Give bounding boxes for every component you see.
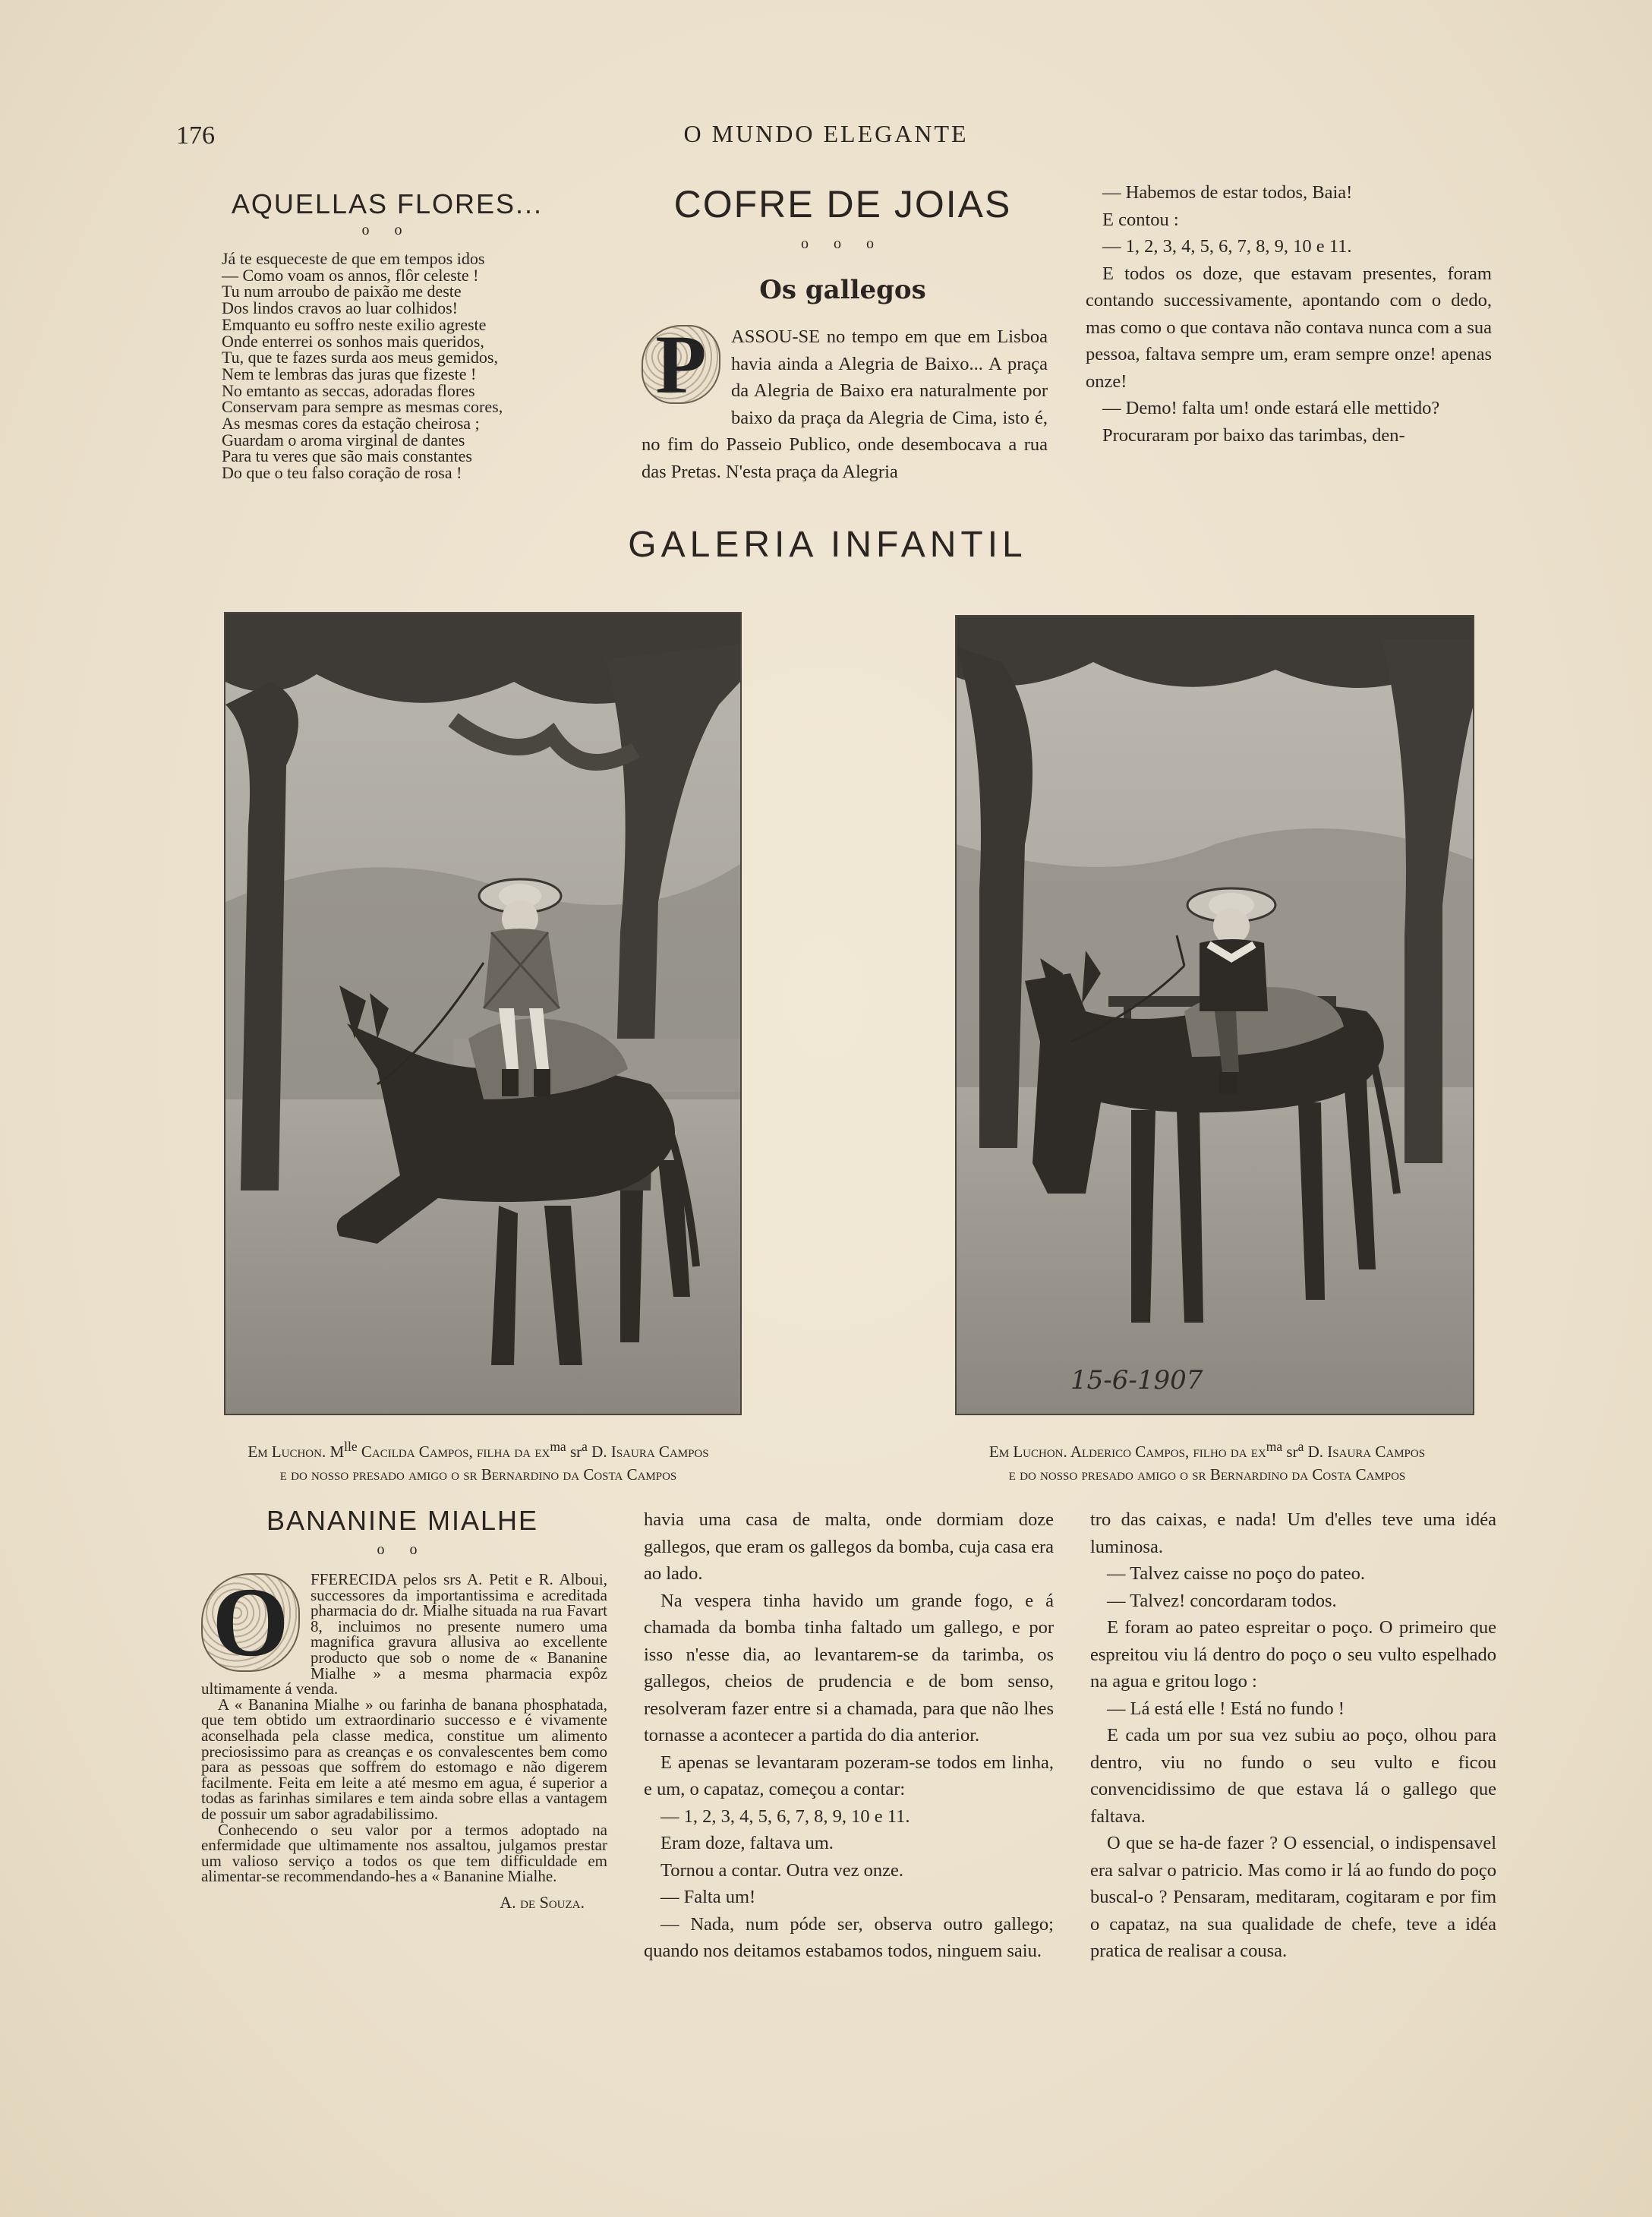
cofre-subtitle: Os gallegos — [759, 275, 926, 305]
poem-line: Já te esqueceste de que em tempos idos — [222, 249, 485, 268]
story-col2-paragraph: — Nada, num póde ser, observa outro gallego; quando nos deitamos estabamos todos, ninguem saiu. — [644, 1913, 1054, 1961]
photo-girl-svg — [225, 613, 740, 1414]
dropcap-o-letter: O — [212, 1568, 289, 1677]
bananine-p1: FFERECIDA pelos srs A. Petit e R. Alboui, successores da importantissima e acreditada pharmacia do dr. Mialhe situada na rua Favart 8, incluimos no presente numero uma magnifica gravura allusiva ao excellente producto que sob o nome de « Bananine Mialhe » a mesma pharmacia expôz ultimamente á venda. — [201, 1570, 607, 1698]
story-col2-paragraph: — 1, 2, 3, 4, 5, 6, 7, 8, 9, 10 e 11. — [660, 1805, 910, 1827]
caption-left-line1 — [152, 1435, 805, 1463]
cofre-col2-paragraph: — Demo! falta um! onde estará elle mettido? — [1102, 398, 1440, 418]
caption-right-part-c: D. Isaura Campos — [1304, 1443, 1426, 1461]
cofre-col2-paragraph: E contou : — [1102, 209, 1179, 230]
cofre-col2-paragraph: — 1, 2, 3, 4, 5, 6, 7, 8, 9, 10 e 11. — [1102, 236, 1352, 257]
bananine-p2: A « Bananina Mialhe » ou farinha de banana phosphatada, que tem obtido um extraordinario successo e é vivamente aconselhada pela classe medica, constitue um alimento preciosissimo para as creanças e os convalescentes bem como para as pessoas que soffrem do estomago e não digerem facilmente. Feita em leite a até mesmo em agua, é superior a todas as farinhas similares e tem ainda sobre ellas a vantagem de possuir um sabor agradabilissimo. — [201, 1695, 607, 1823]
photo-boy-on-donkey — [955, 615, 1474, 1415]
poem-body — [222, 251, 571, 481]
caption-right-sup-2: a — [1297, 1439, 1304, 1454]
bananine-ornament: o o — [377, 1541, 428, 1558]
story-col3-paragraph: tro das caixas, e nada! Um d'elles teve uma idéa luminosa. — [1090, 1509, 1496, 1557]
cofre-title: COFRE DE JOIAS — [673, 183, 1012, 225]
story-col2-paragraph: Na vespera tinha havido um grande fogo, e á chamada da bomba tinha faltado um gallego, e por isso n'esse dia, ao levantarem-se da tarimba, os gallegos, cheios de prudencia e de bom senso, resolveram fazer entre si a chamada, para que não lhes tornasse a acontecer a partida do dia anterior. — [644, 1590, 1054, 1746]
poem-line: — Como voam os annos, flôr celeste ! — [222, 265, 479, 285]
poem-title: AQUELLAS FLORES... — [231, 188, 544, 219]
story-col3-paragraph: E foram ao pateo espreitar o poço. O primeiro que espreitou viu lá dentro do poço o seu vulto espelhado na agua e gritou logo : — [1090, 1617, 1496, 1692]
cofre-col2-paragraph: — Habemos de estar todos, Baia! — [1102, 182, 1353, 203]
dropcap-p — [642, 318, 720, 411]
story-col3-paragraph: — Talvez caisse no poço do pateo. — [1107, 1563, 1366, 1584]
story-col3-paragraph: — Talvez! concordaram todos. — [1107, 1590, 1337, 1611]
dropcap-o — [201, 1568, 300, 1677]
cofre-col2 — [1086, 179, 1492, 449]
story-col3-paragraph: O que se ha-de fazer ? O essencial, o indispensavel era salvar o patricio. Mas como ir lá ao fundo do poço buscal-o ? Pensaram, meditaram, cogitaram e por fim o capataz, na sua qualidade de chefe, teve a idéa pratica de realisar a cousa. — [1090, 1833, 1496, 1961]
caption-left-part-a: Em Luchon. M — [247, 1443, 345, 1461]
cofre-col2-paragraph: Procuraram por baixo das tarimbas, den- — [1102, 424, 1405, 446]
cofre-ornament: o o o — [801, 235, 884, 252]
cofre-paragraph: ASSOU-SE no tempo em que em Lisboa havia ainda a Alegria de Baixo... A praça da Alegria de Baixo era naturalmente por baixo da praça da Alegria de Cima, isto é, no fim do Passeio Publico, onde desembocava a rua das Pretas. N'esta praça da Alegria — [642, 326, 1048, 482]
bananine-p3: Conhecendo o seu valor por a termos adoptado na enfermidade que ultimamente nos assaltou, julgamos prestar um valioso serviço a todos os que tem difficuldade em alimentar-se recommendando-hes a « Bananine Mialhe. — [201, 1820, 607, 1886]
story-col3-paragraph: E cada um por sua vez subiu ao poço, olhou para dentro, viu no fundo o seu vulto e ficou convencidissimo de que estava lá o gallego que faltava. — [1090, 1725, 1496, 1827]
caption-left-part-b: Cacilda Campos, filha da ex — [357, 1443, 550, 1461]
page-number: 176 — [176, 121, 215, 150]
poem-line: Tu num arroubo de paixão me deste — [222, 282, 462, 301]
caption-right-sup-1: ma — [1266, 1439, 1283, 1454]
story-col3 — [1090, 1506, 1496, 1965]
story-col2-paragraph: Tornou a contar. Outra vez onze. — [660, 1859, 904, 1881]
caption-right-line2: e do nosso presado amigo o sr Bernardino da Costa Campos — [1008, 1465, 1406, 1484]
bananine-signature: A. de Souza. — [500, 1892, 585, 1912]
bananine-title: BANANINE MIALHE — [266, 1505, 539, 1536]
poem-line: Emquanto eu soffro neste exilio agreste — [222, 314, 487, 334]
poem-line: Para tu veres que são mais constantes — [222, 446, 472, 466]
caption-left-sup-1: lle — [344, 1439, 358, 1454]
dropcap-letter: P — [655, 318, 707, 411]
poem-line: Do que o teu falso coração de rosa ! — [222, 463, 462, 483]
poem-line: No emtanto as seccas, adoradas flores — [222, 380, 475, 400]
cofre-col1 — [642, 318, 1048, 485]
caption-left — [152, 1435, 805, 1486]
story-col2-paragraph: — Falta um! — [660, 1887, 756, 1907]
caption-right-line1 — [881, 1435, 1534, 1463]
cofre-col2-paragraph: E todos os doze, que estavam presentes, foram contando successivamente, apontando com o dedo, mas como o que contava não contava nunca com a sua pessoa, faltava sempre um, eram sempre onze! apenas onze! — [1086, 263, 1492, 392]
poem-ornament: o o — [361, 222, 413, 238]
caption-left-sup-3: a — [582, 1439, 588, 1454]
story-col3-paragraph: — Lá está elle ! Está no fundo ! — [1107, 1698, 1345, 1719]
poem-line: Dos lindos cravos ao luar colhidos! — [222, 298, 458, 318]
story-col2-paragraph: E apenas se levantaram pozeram-se todos em linha, e um, o capataz, começou a contar: — [644, 1752, 1054, 1799]
photo-date: 15-6-1907 — [1070, 1365, 1203, 1395]
caption-right-part-b: sr — [1282, 1443, 1298, 1461]
photo-boy-svg — [957, 617, 1473, 1414]
galeria-title: GALERIA INFANTIL — [628, 525, 1027, 565]
caption-right-part-a: Em Luchon. Alderico Campos, filho da ex — [988, 1443, 1266, 1461]
poem-line: Onde enterrei os sonhos mais queridos, — [222, 331, 484, 351]
caption-left-part-c: sr — [566, 1443, 582, 1461]
story-col2-paragraph: Eram doze, faltava um. — [660, 1833, 834, 1853]
caption-left-part-d: D. Isaura Campos — [587, 1443, 709, 1461]
story-col2 — [644, 1506, 1054, 1965]
caption-left-line2: e do nosso presado amigo o sr Bernardino da Costa Campos — [279, 1465, 677, 1484]
caption-left-sup-2: ma — [550, 1439, 566, 1454]
poem-line: Tu, que te fazes surda aos meus gemidos, — [222, 348, 498, 367]
photo-girl-on-donkey — [224, 612, 742, 1415]
poem-line: Conservam para sempre as mesmas cores, — [222, 397, 503, 417]
caption-right — [881, 1435, 1534, 1486]
bananine-body — [201, 1568, 607, 1912]
poem-line: As mesmas cores da estação cheirosa ; — [222, 414, 480, 434]
poem-line: Guardam o aroma virginal de dantes — [222, 430, 465, 449]
running-head: O MUNDO ELEGANTE — [683, 120, 969, 147]
poem-line: Nem te lembras das juras que fizeste ! — [222, 364, 477, 383]
story-col2-paragraph: havia uma casa de malta, onde dormiam doze gallegos, que eram os gallegos da bomba, cuja casa era ao lado. — [644, 1509, 1054, 1584]
